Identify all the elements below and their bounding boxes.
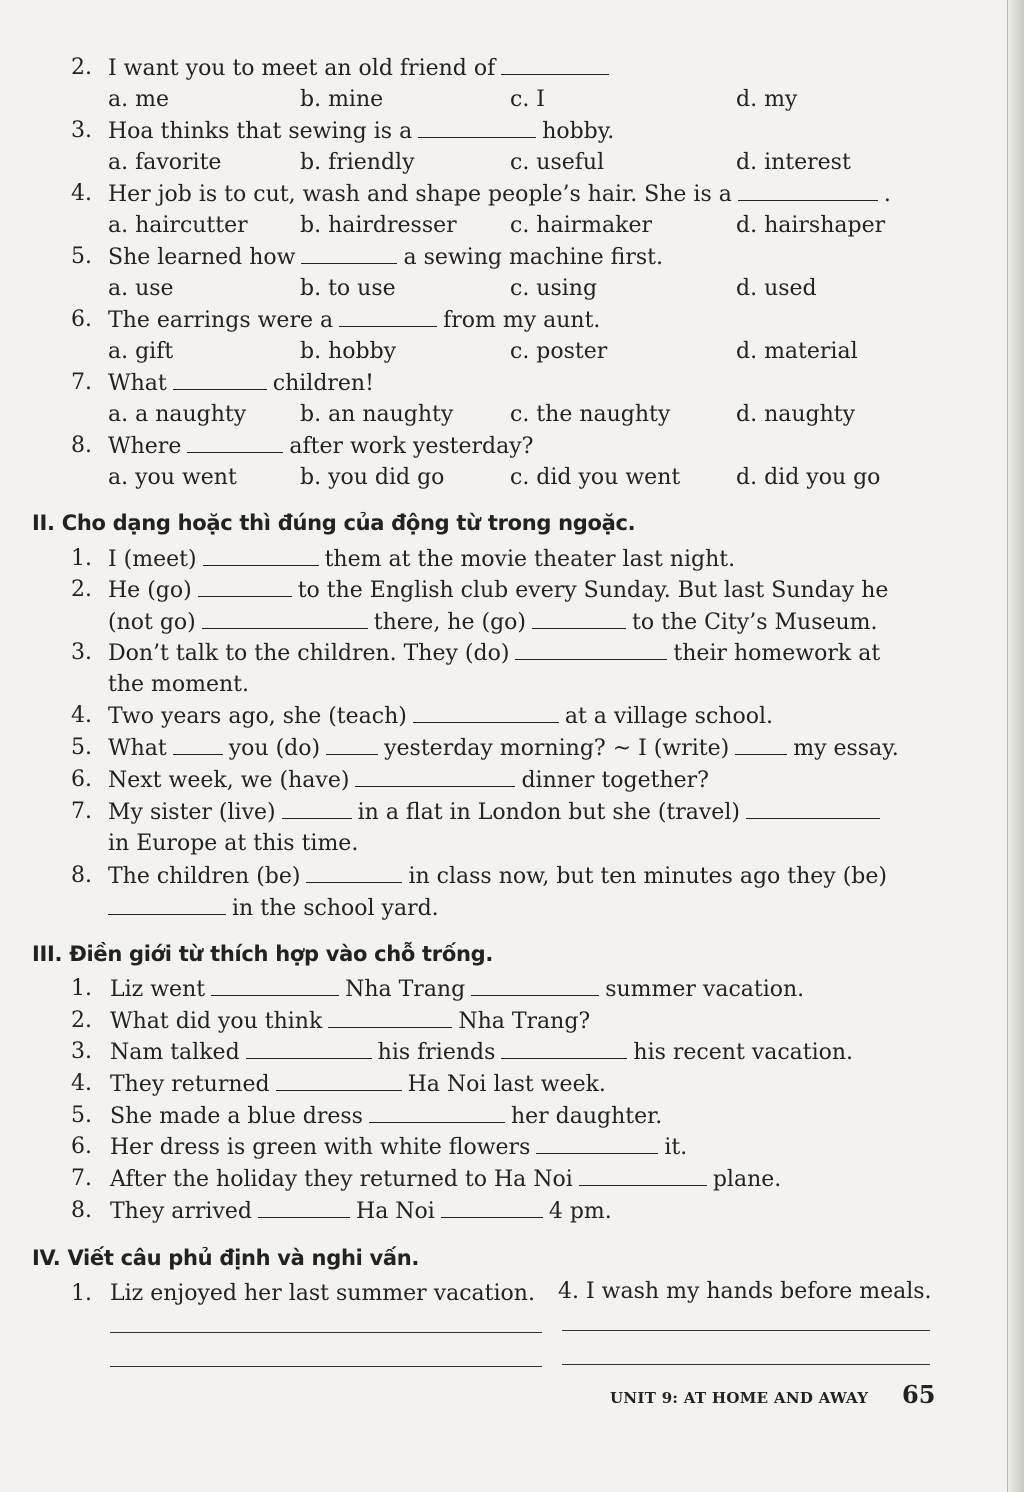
section-title: III. Điền giới từ thích hợp vào chỗ trống. xyxy=(32,942,494,966)
item-number: 3. xyxy=(71,640,92,665)
option-c[interactable]: c. using xyxy=(510,276,598,301)
item-text: What did you think Nha Trang? xyxy=(110,1009,591,1034)
answer-blank[interactable] xyxy=(203,545,319,566)
option-d[interactable]: d. interest xyxy=(736,150,851,175)
option-d[interactable]: d. my xyxy=(736,87,798,112)
option-a[interactable]: a. haircutter xyxy=(108,213,248,238)
item-text: Her dress is green with white flowers it. xyxy=(110,1135,688,1160)
item-number: 7. xyxy=(71,1166,92,1191)
answer-blank[interactable] xyxy=(108,894,226,915)
item-number: 4. xyxy=(71,1071,92,1096)
answer-blank[interactable] xyxy=(202,608,368,629)
item-text-cont: in Europe at this time. xyxy=(108,831,359,856)
question-number: 7. xyxy=(71,370,92,395)
answer-blank[interactable] xyxy=(326,734,378,755)
answer-blank[interactable] xyxy=(198,576,292,597)
question-text: I want you to meet an old friend of xyxy=(108,54,615,83)
option-c[interactable]: c. did you went xyxy=(510,465,681,490)
answer-blank[interactable] xyxy=(187,432,283,453)
answer-blank[interactable] xyxy=(418,117,536,138)
question-text: She learned how a sewing machine first. xyxy=(108,245,663,270)
answer-blank[interactable] xyxy=(579,1165,707,1186)
item-text: Liz enjoyed her last summer vacation. xyxy=(110,1281,535,1306)
answer-blank[interactable] xyxy=(501,1038,627,1059)
option-a[interactable]: a. a naughty xyxy=(108,402,247,427)
answer-blank[interactable] xyxy=(282,798,352,819)
answer-blank[interactable] xyxy=(471,975,599,996)
answer-blank[interactable] xyxy=(246,1038,372,1059)
writing-line[interactable] xyxy=(562,1330,930,1331)
question-number: 5. xyxy=(71,244,92,269)
option-a[interactable]: a. you went xyxy=(108,465,237,490)
answer-blank[interactable] xyxy=(328,1007,452,1028)
item-text: Don’t talk to the children. They (do) their homework at xyxy=(108,641,881,666)
answer-blank[interactable] xyxy=(306,862,402,883)
item-text-cont: in the school yard. xyxy=(108,894,439,923)
option-a[interactable]: a. me xyxy=(108,87,169,112)
question-number: 3. xyxy=(71,118,92,143)
item-text: She made a blue dress her daughter. xyxy=(110,1104,663,1129)
item-number: 6. xyxy=(71,767,92,792)
answer-blank[interactable] xyxy=(369,1102,505,1123)
running-footer: UNIT 9: AT HOME AND AWAY xyxy=(610,1389,869,1407)
item-number: 6. xyxy=(71,1134,92,1159)
option-c[interactable]: c. hairmaker xyxy=(510,213,652,238)
answer-blank[interactable] xyxy=(276,1070,402,1091)
option-b[interactable]: b. mine xyxy=(300,87,384,112)
question-text: Her job is to cut, wash and shape people’s hair. She is a . xyxy=(108,182,891,207)
option-a[interactable]: a. use xyxy=(108,276,174,301)
item-number: 7. xyxy=(71,799,92,824)
answer-blank[interactable] xyxy=(173,734,223,755)
item-number: 5. xyxy=(71,735,92,760)
option-b[interactable]: b. an naughty xyxy=(300,402,454,427)
page-number: 65 xyxy=(902,1380,936,1409)
item-number: 1. xyxy=(71,1281,92,1306)
option-c[interactable]: c. the naughty xyxy=(510,402,671,427)
answer-blank[interactable] xyxy=(211,975,339,996)
item-text: My sister (live) in a flat in London but she (travel) xyxy=(108,798,886,827)
option-b[interactable]: b. you did go xyxy=(300,465,445,490)
answer-blank[interactable] xyxy=(355,766,515,787)
item-number: 5. xyxy=(71,1103,92,1128)
section-title: IV. Viết câu phủ định và nghi vấn. xyxy=(32,1246,420,1270)
option-c[interactable]: c. I xyxy=(510,87,545,112)
option-d[interactable]: d. hairshaper xyxy=(736,213,886,238)
item-text-cont: the moment. xyxy=(108,672,250,697)
option-a[interactable]: a. gift xyxy=(108,339,174,364)
answer-blank[interactable] xyxy=(515,639,667,660)
item-text: Two years ago, she (teach) at a village school. xyxy=(108,704,773,729)
answer-blank[interactable] xyxy=(746,798,880,819)
question-text: Hoa thinks that sewing is a hobby. xyxy=(108,119,615,144)
writing-line[interactable] xyxy=(110,1366,542,1367)
question-text: What children! xyxy=(108,371,374,396)
item-text: After the holiday they returned to Ha Noi plane. xyxy=(110,1167,782,1192)
question-number: 6. xyxy=(71,307,92,332)
answer-blank[interactable] xyxy=(735,734,787,755)
item-number: 2. xyxy=(71,577,92,602)
question-number: 8. xyxy=(71,433,92,458)
item-text: They arrived Ha Noi 4 pm. xyxy=(110,1199,612,1224)
item-text: Nam talked his friends his recent vacation. xyxy=(110,1040,854,1065)
item-text: Liz went Nha Trang summer vacation. xyxy=(110,977,805,1002)
page-edge xyxy=(1007,0,1024,1492)
option-c[interactable]: c. poster xyxy=(510,339,608,364)
option-b[interactable]: b. friendly xyxy=(300,150,415,175)
option-d[interactable]: d. used xyxy=(736,276,817,301)
item-number: 8. xyxy=(71,863,92,888)
item-text: The children (be) in class now, but ten minutes ago they (be) xyxy=(108,864,887,889)
item-text-cont: (not go) there, he (go) to the City’s Museum. xyxy=(108,610,878,635)
question-number: 4. xyxy=(71,181,92,206)
item-text: What you (do) yesterday morning? ~ I (write) my essay. xyxy=(108,736,899,761)
item-number: 3. xyxy=(71,1039,92,1064)
item-number: 8. xyxy=(71,1198,92,1223)
question-text: Where after work yesterday? xyxy=(108,434,534,459)
option-d[interactable]: d. did you go xyxy=(736,465,881,490)
item-number: 4. xyxy=(71,703,92,728)
writing-line[interactable] xyxy=(110,1332,542,1333)
answer-blank[interactable] xyxy=(738,180,878,201)
writing-line[interactable] xyxy=(562,1364,930,1365)
answer-blank[interactable] xyxy=(301,243,397,264)
option-d[interactable]: d. naughty xyxy=(736,402,856,427)
item-text: Next week, we (have) dinner together? xyxy=(108,768,709,793)
item-text: I (meet) them at the movie theater last night. xyxy=(108,547,736,572)
item-number: 1. xyxy=(71,976,92,1001)
option-c[interactable]: c. useful xyxy=(510,150,605,175)
section-title: II. Cho dạng hoặc thì đúng của động từ trong ngoặc. xyxy=(32,511,636,535)
question-text: The earrings were a from my aunt. xyxy=(108,308,601,333)
answer-blank[interactable] xyxy=(173,369,267,390)
item-text: He (go) to the English club every Sunday. But last Sunday he xyxy=(108,578,889,603)
item-text: They returned Ha Noi last week. xyxy=(110,1072,606,1097)
answer-blank[interactable] xyxy=(258,1197,350,1218)
answer-blank[interactable] xyxy=(441,1197,543,1218)
question-number: 2. xyxy=(71,55,92,80)
option-b[interactable]: b. hobby xyxy=(300,339,397,364)
option-a[interactable]: a. favorite xyxy=(108,150,222,175)
answer-blank[interactable] xyxy=(339,306,437,327)
option-b[interactable]: b. to use xyxy=(300,276,396,301)
answer-blank[interactable] xyxy=(413,702,559,723)
option-d[interactable]: d. material xyxy=(736,339,858,364)
item-number: 1. xyxy=(71,546,92,571)
answer-blank[interactable] xyxy=(536,1133,658,1154)
option-b[interactable]: b. hairdresser xyxy=(300,213,457,238)
item-text: 4. I wash my hands before meals. xyxy=(558,1279,932,1304)
item-number: 2. xyxy=(71,1008,92,1033)
answer-blank[interactable] xyxy=(532,608,626,629)
answer-blank[interactable] xyxy=(501,54,609,75)
